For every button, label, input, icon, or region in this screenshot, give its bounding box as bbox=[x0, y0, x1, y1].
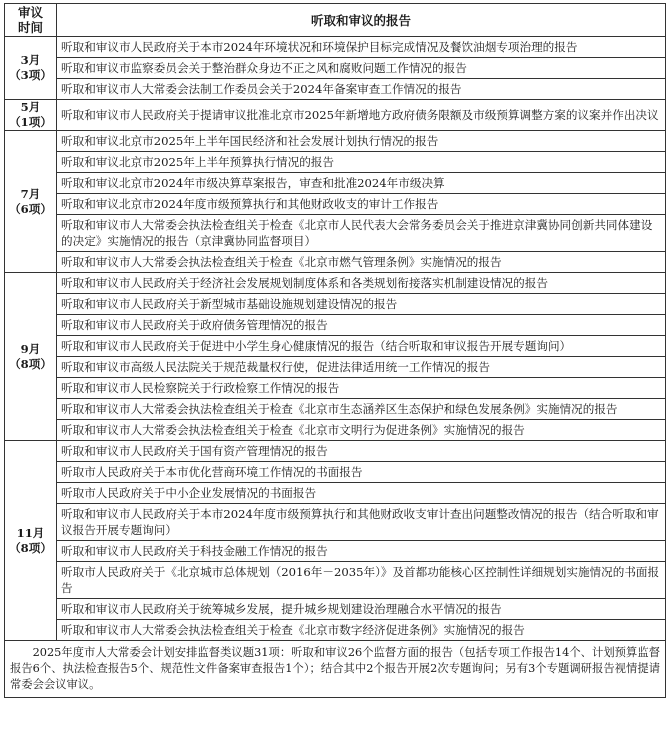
report-item: 听取和审议北京市2025年上半年预算执行情况的报告 bbox=[57, 152, 666, 173]
month-label: 7月 bbox=[20, 186, 41, 201]
table-row bbox=[5, 441, 666, 462]
report-item: 听取和审议市人大常委会执法检查组关于检查《北京市文明行为促进条例》实施情况的报告 bbox=[57, 420, 666, 441]
month-label: 9月 bbox=[20, 341, 41, 356]
table-row bbox=[5, 504, 666, 541]
table-footnote: 2025年度市人大常委会计划安排监督类议题31项：听取和审议26个监督方面的报告（包括专项工作报告14个、计划预算监督报告6个、执法检查报告5个、规范性文件备案审查报告1个）；结合其中2个报告开展2次专题询问；另有3个专题调研报告视情提请常委会会议审议。 bbox=[5, 641, 666, 698]
table-row bbox=[5, 294, 666, 315]
report-item: 听取市人民政府关于本市优化营商环境工作情况的书面报告 bbox=[57, 462, 666, 483]
report-item: 听取和审议市人民政府关于政府债务管理情况的报告 bbox=[57, 315, 666, 336]
table-header-row bbox=[5, 4, 666, 37]
month-item-count: （6项） bbox=[9, 201, 52, 216]
month-item-count: （8项） bbox=[9, 356, 52, 371]
report-item: 听取和审议市人民政府关于经济社会发展规划制度体系和各类规划衔接落实机制建设情况的报告 bbox=[57, 273, 666, 294]
report-item: 听取和审议北京市2024年度市级预算执行和其他财政收支的审计工作报告 bbox=[57, 194, 666, 215]
report-item: 听取和审议市人民政府关于国有资产管理情况的报告 bbox=[57, 441, 666, 462]
header-review-time bbox=[5, 4, 57, 37]
report-item: 听取和审议市人民政府关于提请审议批准北京市2025年新增地方政府债务限额及市级预算调整方案的议案并作出决议 bbox=[57, 100, 666, 131]
report-item: 听取和审议市人民政府关于科技金融工作情况的报告 bbox=[57, 541, 666, 562]
table-row bbox=[5, 131, 666, 152]
supervision-schedule-table bbox=[4, 3, 666, 698]
table-row bbox=[5, 462, 666, 483]
report-item: 听取市人民政府关于中小企业发展情况的书面报告 bbox=[57, 483, 666, 504]
month-item-count: （8项） bbox=[9, 540, 52, 555]
table-row bbox=[5, 100, 666, 131]
month-label: 11月 bbox=[16, 525, 45, 540]
month-cell bbox=[5, 441, 57, 641]
report-item: 听取和审议市人民政府关于促进中小学生身心健康情况的报告（结合听取和审议报告开展专题询问） bbox=[57, 336, 666, 357]
report-item: 听取和审议市人民政府关于统筹城乡发展，提升城乡规划建设治理融合水平情况的报告 bbox=[57, 599, 666, 620]
supervision-table-container bbox=[4, 3, 666, 698]
report-item: 听取和审议市人民政府关于本市2024年度市级预算执行和其他财政收支审计查出问题整改情况的报告（结合听取和审议报告开展专题询问） bbox=[57, 504, 666, 541]
table-row bbox=[5, 378, 666, 399]
month-label: 5月 bbox=[20, 100, 41, 114]
header-reports: 听取和审议的报告 bbox=[57, 4, 666, 37]
table-row bbox=[5, 336, 666, 357]
month-cell bbox=[5, 100, 57, 131]
table-row bbox=[5, 273, 666, 294]
footnote-row bbox=[5, 641, 666, 698]
table-row bbox=[5, 252, 666, 273]
table-row bbox=[5, 152, 666, 173]
table-row bbox=[5, 357, 666, 378]
report-item: 听取和审议市人民政府关于新型城市基础设施规划建设情况的报告 bbox=[57, 294, 666, 315]
report-item: 听取和审议市监察委员会关于整治群众身边不正之风和腐败问题工作情况的报告 bbox=[57, 58, 666, 79]
report-item: 听取和审议北京市2024年市级决算草案报告，审查和批准2024年市级决算 bbox=[57, 173, 666, 194]
table-row bbox=[5, 173, 666, 194]
month-cell bbox=[5, 131, 57, 273]
table-row bbox=[5, 194, 666, 215]
report-item: 听取和审议市人大常委会执法检查组关于检查《北京市生态涵养区生态保护和绿色发展条例》实施情况的报告 bbox=[57, 399, 666, 420]
report-item: 听取和审议市人大常委会法制工作委员会关于2024年备案审查工作情况的报告 bbox=[57, 79, 666, 100]
report-item: 听取和审议市人大常委会执法检查组关于检查《北京市人民代表大会常务委员会关于推进京津冀协同创新共同体建设的决定》实施情况的报告（京津冀协同监督项目） bbox=[57, 215, 666, 252]
month-cell bbox=[5, 37, 57, 100]
table-row bbox=[5, 79, 666, 100]
month-cell bbox=[5, 273, 57, 441]
report-item: 听取和审议市人民政府关于本市2024年环境状况和环境保护目标完成情况及餐饮油烟专项治理的报告 bbox=[57, 37, 666, 58]
month-item-count: （3项） bbox=[9, 68, 52, 82]
report-item: 听取和审议市人大常委会执法检查组关于检查《北京市燃气管理条例》实施情况的报告 bbox=[57, 252, 666, 273]
table-row bbox=[5, 620, 666, 641]
month-label: 3月 bbox=[20, 53, 41, 67]
table-row bbox=[5, 599, 666, 620]
table-row bbox=[5, 420, 666, 441]
table-row bbox=[5, 541, 666, 562]
table-row bbox=[5, 483, 666, 504]
table-row bbox=[5, 315, 666, 336]
header-review-time-line1: 审议 bbox=[17, 5, 43, 20]
report-item: 听取和审议市高级人民法院关于规范裁量权行使，促进法律适用统一工作情况的报告 bbox=[57, 357, 666, 378]
report-item: 听取和审议北京市2025年上半年国民经济和社会发展计划执行情况的报告 bbox=[57, 131, 666, 152]
report-item: 听取和审议市人民检察院关于行政检察工作情况的报告 bbox=[57, 378, 666, 399]
table-body bbox=[5, 37, 666, 641]
table-row bbox=[5, 58, 666, 79]
table-row bbox=[5, 399, 666, 420]
table-row bbox=[5, 215, 666, 252]
month-item-count: （1项） bbox=[9, 115, 52, 129]
report-item: 听取市人民政府关于《北京城市总体规划（2016年－2035年）》及首都功能核心区控制性详细规划实施情况的书面报告 bbox=[57, 562, 666, 599]
header-review-time-line2: 时间 bbox=[17, 20, 43, 35]
table-row bbox=[5, 37, 666, 58]
table-row bbox=[5, 562, 666, 599]
report-item: 听取和审议市人大常委会执法检查组关于检查《北京市数字经济促进条例》实施情况的报告 bbox=[57, 620, 666, 641]
